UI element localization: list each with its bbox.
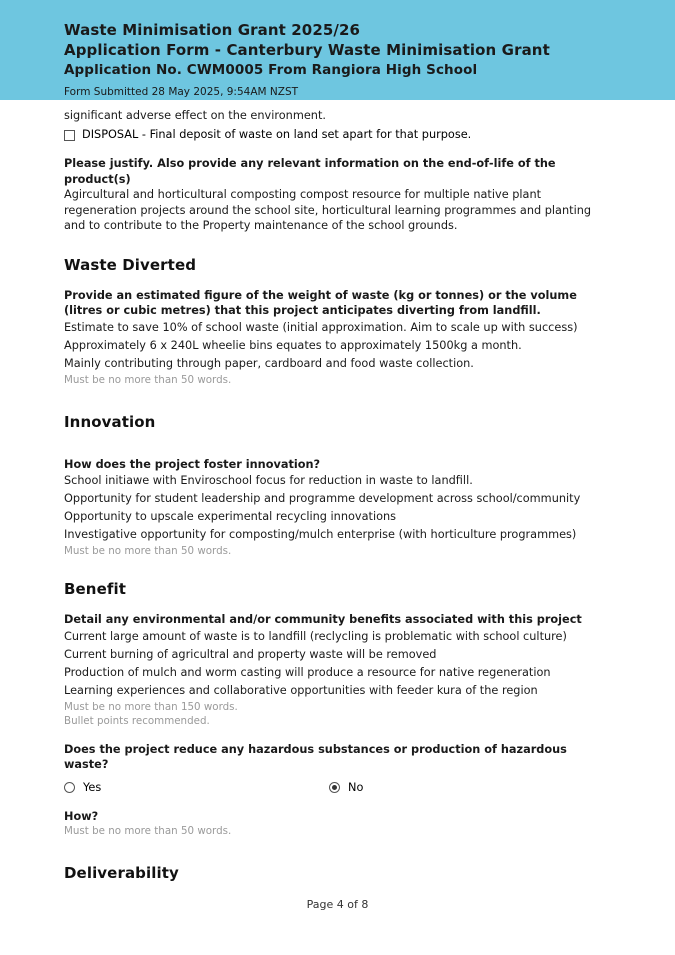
how-question-label: How? bbox=[64, 809, 99, 823]
innovation-answer-line: Investigative opportunity for composting/mulch enterprise (with horticulture programmes) bbox=[64, 528, 577, 541]
document-header bbox=[0, 0, 675, 100]
benefit-question-label: Detail any environmental and/or community benefits associated with this project bbox=[64, 613, 582, 626]
hazardous-question-block bbox=[64, 742, 611, 795]
justify-answer-text: Agircultural and horticultural composting compost resource for multiple native plant regeneration projects around the school site, horticultural learning programmes and planting and to contribute to the Property maintenance of the school grounds. bbox=[64, 188, 592, 232]
page-footer: Page 4 of 8 bbox=[306, 898, 369, 911]
innovation-question-block bbox=[64, 457, 611, 559]
innovation-question-label: How does the project foster innovation? bbox=[64, 457, 321, 471]
benefit-answer-line: Production of mulch and worm casting will produce a resource for native regeneration bbox=[64, 665, 551, 679]
header-application-number: Application No. CWM0005 From Rangiora High School bbox=[64, 62, 478, 78]
benefit-answer-line: Current large amount of waste is to landfill (reclycling is problematic with school culture) bbox=[64, 629, 567, 643]
radio-button-selected-icon[interactable] bbox=[329, 782, 340, 793]
document-content bbox=[0, 100, 675, 882]
hazardous-radio-yes-label: Yes bbox=[83, 780, 102, 794]
benefit-answer-line: Learning experiences and collaborative opportunities with feeder kura of the region bbox=[64, 683, 538, 697]
waste-diverted-question-block bbox=[64, 288, 611, 387]
benefit-answer-line: Current burning of agricultral and property waste will be removed bbox=[64, 647, 437, 661]
header-title-line-2: Application Form - Canterbury Waste Minimisation Grant bbox=[64, 41, 550, 59]
section-heading-waste-diverted: Waste Diverted bbox=[64, 255, 197, 274]
justify-question-block bbox=[64, 156, 611, 234]
hazardous-radio-no-label: No bbox=[348, 780, 364, 794]
justify-question-label: Please justify. Also provide any relevant information on the end-of-life of the product(s) bbox=[64, 157, 556, 186]
section-heading-benefit: Benefit bbox=[64, 580, 126, 598]
waste-diverted-question-label: Provide an estimated figure of the weight of waste (kg or tonnes) or the volume (litres or cubic metres) that this project anticipates diverting from landfill. bbox=[64, 288, 577, 317]
benefit-bullet-hint: Bullet points recommended. bbox=[64, 714, 210, 727]
benefit-question-block bbox=[64, 612, 611, 728]
benefit-word-limit-hint: Must be no more than 150 words. bbox=[64, 700, 238, 713]
waste-diverted-word-limit-hint: Must be no more than 50 words. bbox=[64, 373, 232, 386]
header-title-line-1: Waste Minimisation Grant 2025/26 bbox=[64, 21, 361, 39]
disposal-checkbox-row[interactable] bbox=[64, 127, 611, 143]
innovation-answer-line: Opportunity for student leadership and programme development across school/community bbox=[64, 492, 581, 505]
disposal-option-label: DISPOSAL - Final deposit of waste on land set apart for that purpose. bbox=[82, 127, 472, 141]
section-heading-deliverability: Deliverability bbox=[64, 864, 179, 882]
innovation-answer-line: School initiawe with Enviroschool focus for reduction in waste to landfill. bbox=[64, 474, 473, 487]
waste-diverted-answer-line: Estimate to save 10% of school waste (initial approximation. Aim to scale up with success) bbox=[64, 320, 578, 334]
innovation-answer-line: Opportunity to upscale experimental recycling innovations bbox=[64, 510, 397, 523]
checkbox-icon[interactable] bbox=[64, 130, 75, 141]
section-heading-innovation: Innovation bbox=[64, 412, 156, 431]
how-question-block bbox=[64, 809, 611, 839]
hazardous-radio-no[interactable] bbox=[329, 780, 363, 795]
radio-button-icon[interactable] bbox=[64, 782, 75, 793]
continued-paragraph: significant adverse effect on the environment. bbox=[64, 109, 326, 122]
hazardous-radio-group[interactable] bbox=[64, 780, 611, 795]
waste-diverted-answer-line: Mainly contributing through paper, cardboard and food waste collection. bbox=[64, 356, 474, 370]
header-submitted-timestamp: Form Submitted 28 May 2025, 9:54AM NZST bbox=[64, 86, 299, 98]
waste-diverted-answer-line: Approximately 6 x 240L wheelie bins equates to approximately 1500kg a month. bbox=[64, 338, 522, 352]
how-word-limit-hint: Must be no more than 50 words. bbox=[64, 825, 232, 837]
hazardous-question-label: Does the project reduce any hazardous substances or production of hazardous waste? bbox=[64, 742, 567, 771]
innovation-word-limit-hint: Must be no more than 50 words. bbox=[64, 545, 232, 557]
hazardous-radio-yes[interactable] bbox=[64, 780, 329, 795]
